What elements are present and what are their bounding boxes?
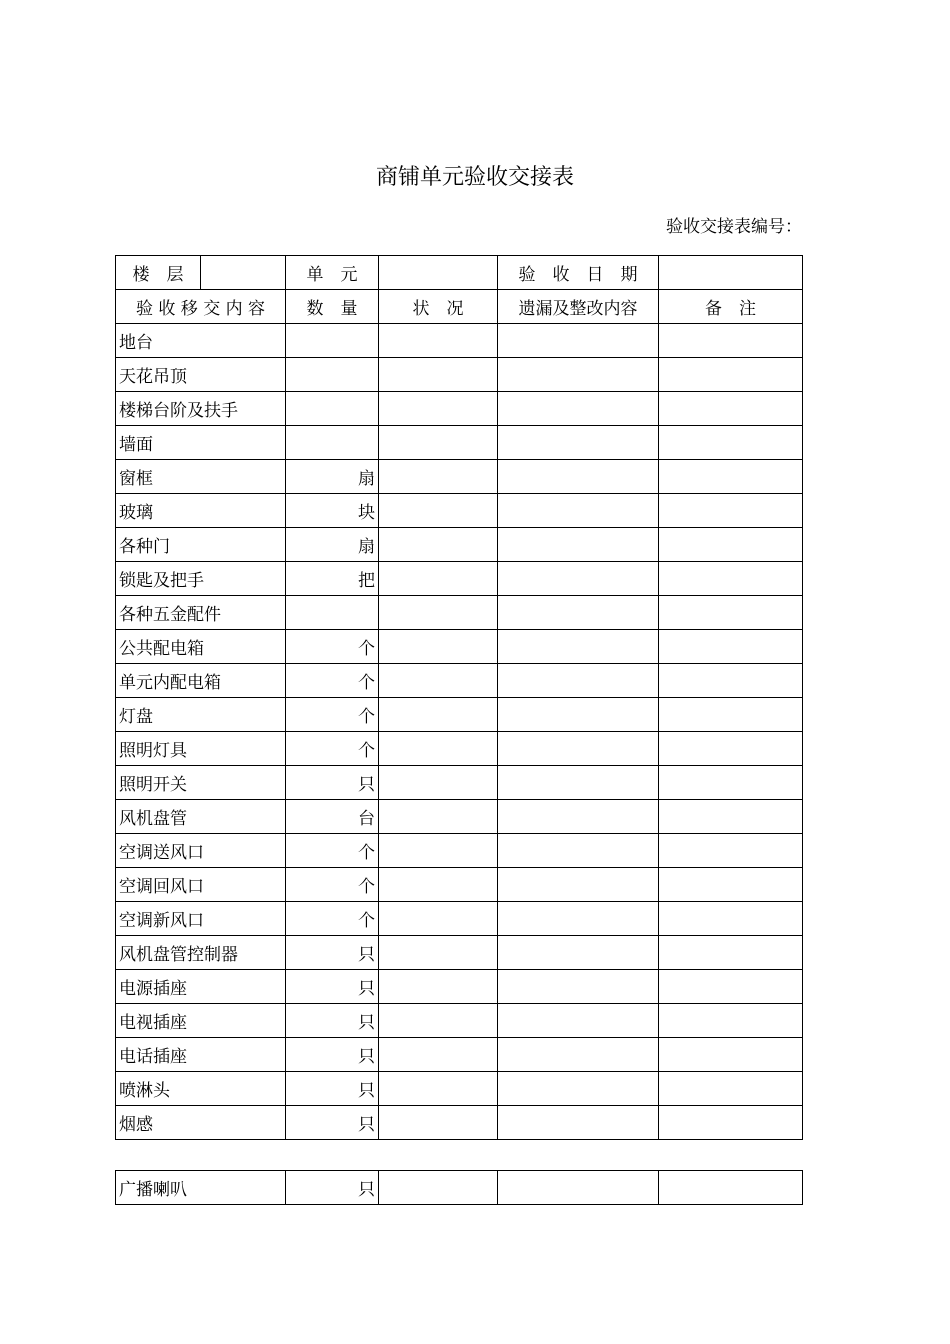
table-row	[116, 834, 803, 868]
item-cell: 烟感	[116, 1106, 286, 1140]
note-cell[interactable]	[659, 358, 803, 392]
quantity-cell[interactable]	[286, 324, 379, 358]
quantity-cell[interactable]: 只	[286, 1106, 379, 1140]
note-cell[interactable]	[659, 460, 803, 494]
table-row	[116, 528, 803, 562]
table-row	[116, 902, 803, 936]
status-cell[interactable]	[379, 800, 498, 834]
item-cell: 楼梯台阶及扶手	[116, 392, 286, 426]
status-cell[interactable]	[379, 1072, 498, 1106]
note-cell[interactable]	[659, 1038, 803, 1072]
remarks-content-cell[interactable]	[498, 664, 659, 698]
quantity-cell[interactable]: 个	[286, 834, 379, 868]
remarks-content-cell[interactable]	[498, 562, 659, 596]
status-cell[interactable]	[379, 392, 498, 426]
item-cell: 电视插座	[116, 1004, 286, 1038]
remarks-content-cell[interactable]	[498, 902, 659, 936]
table-row	[116, 868, 803, 902]
status-cell[interactable]	[379, 766, 498, 800]
status-cell[interactable]	[379, 834, 498, 868]
item-cell: 玻璃	[116, 494, 286, 528]
quantity-cell[interactable]: 只	[286, 1072, 379, 1106]
status-cell[interactable]	[379, 868, 498, 902]
remarks-content-cell[interactable]	[498, 732, 659, 766]
status-cell[interactable]	[379, 1038, 498, 1072]
note-cell[interactable]	[659, 868, 803, 902]
note-cell[interactable]	[659, 596, 803, 630]
header-row-2	[116, 290, 803, 324]
item-cell: 天花吊顶	[116, 358, 286, 392]
remarks-content-cell[interactable]	[498, 528, 659, 562]
table-row	[116, 1106, 803, 1140]
quantity-cell[interactable]: 把	[286, 562, 379, 596]
remarks-content-cell[interactable]	[498, 834, 659, 868]
status-cell[interactable]	[379, 902, 498, 936]
remarks-content-cell[interactable]	[498, 358, 659, 392]
quantity-cell[interactable]	[286, 426, 379, 460]
quantity-cell[interactable]: 个	[286, 868, 379, 902]
status-cell[interactable]	[379, 596, 498, 630]
note-cell[interactable]	[659, 528, 803, 562]
item-cell: 地台	[116, 324, 286, 358]
item-cell: 照明开关	[116, 766, 286, 800]
status-cell[interactable]	[379, 1171, 498, 1205]
table-row	[116, 664, 803, 698]
remarks-content-cell[interactable]	[498, 1171, 659, 1205]
table-row	[116, 630, 803, 664]
unit-value-cell[interactable]	[379, 256, 498, 290]
form-number-label: 验收交接表编号：	[666, 217, 802, 237]
item-cell: 各种门	[116, 528, 286, 562]
note-cell[interactable]	[659, 1106, 803, 1140]
acceptance-table	[115, 255, 803, 1140]
floor-label: 楼 层	[116, 256, 201, 289]
item-cell: 风机盘管控制器	[116, 936, 286, 970]
status-cell[interactable]	[379, 970, 498, 1004]
status-cell[interactable]	[379, 936, 498, 970]
status-cell[interactable]	[379, 562, 498, 596]
item-cell: 锁匙及把手	[116, 562, 286, 596]
item-cell: 单元内配电箱	[116, 664, 286, 698]
item-cell: 电源插座	[116, 970, 286, 1004]
item-cell: 各种五金配件	[116, 596, 286, 630]
extra-table	[115, 1170, 803, 1205]
quantity-cell[interactable]: 个	[286, 732, 379, 766]
table-row	[116, 1038, 803, 1072]
remarks-content-cell[interactable]	[498, 494, 659, 528]
quantity-cell[interactable]: 台	[286, 800, 379, 834]
unit-label: 单 元	[286, 256, 379, 290]
note-cell[interactable]	[659, 970, 803, 1004]
remarks-content-cell[interactable]	[498, 460, 659, 494]
quantity-cell[interactable]	[286, 358, 379, 392]
status-cell[interactable]	[379, 698, 498, 732]
note-cell[interactable]	[659, 1072, 803, 1106]
remarks-content-cell[interactable]	[498, 630, 659, 664]
note-cell[interactable]	[659, 426, 803, 460]
status-cell[interactable]	[379, 324, 498, 358]
page-title: 商铺单元验收交接表	[375, 165, 574, 190]
note-cell[interactable]	[659, 698, 803, 732]
remarks-content-cell[interactable]	[498, 766, 659, 800]
acceptance-date-value-cell[interactable]	[659, 256, 803, 290]
note-cell[interactable]	[659, 834, 803, 868]
quantity-cell[interactable]: 个	[286, 698, 379, 732]
note-header: 备 注	[659, 290, 803, 324]
table-row	[116, 1072, 803, 1106]
quantity-cell[interactable]: 只	[286, 1004, 379, 1038]
status-cell[interactable]	[379, 1004, 498, 1038]
table-row	[116, 698, 803, 732]
item-cell: 广播喇叭	[116, 1171, 286, 1205]
remarks-content-cell[interactable]	[498, 868, 659, 902]
remarks-content-cell[interactable]	[498, 1004, 659, 1038]
note-cell[interactable]	[659, 630, 803, 664]
item-cell: 电话插座	[116, 1038, 286, 1072]
content-header: 验 收 移 交 内 容	[116, 290, 286, 324]
remarks-content-cell[interactable]	[498, 970, 659, 1004]
item-cell: 灯盘	[116, 698, 286, 732]
remarks-content-cell[interactable]	[498, 1106, 659, 1140]
table-row	[116, 358, 803, 392]
quantity-cell[interactable]: 只	[286, 970, 379, 1004]
status-cell[interactable]	[379, 630, 498, 664]
remarks-content-cell[interactable]	[498, 324, 659, 358]
note-cell[interactable]	[659, 562, 803, 596]
note-cell[interactable]	[659, 800, 803, 834]
table-row	[116, 970, 803, 1004]
item-cell: 风机盘管	[116, 800, 286, 834]
remarks-content-cell[interactable]	[498, 698, 659, 732]
status-header: 状 况	[379, 290, 498, 324]
note-cell[interactable]	[659, 1171, 803, 1205]
quantity-cell[interactable]: 个	[286, 630, 379, 664]
remarks-content-cell[interactable]	[498, 936, 659, 970]
note-cell[interactable]	[659, 766, 803, 800]
table-row	[116, 800, 803, 834]
table-row	[116, 1171, 803, 1205]
remarks-content-cell[interactable]	[498, 1038, 659, 1072]
floor-value-cell[interactable]	[201, 256, 285, 289]
header-row-1	[116, 256, 803, 290]
quantity-cell[interactable]: 个	[286, 664, 379, 698]
quantity-cell[interactable]: 扇	[286, 528, 379, 562]
status-cell[interactable]	[379, 494, 498, 528]
item-cell: 空调新风口	[116, 902, 286, 936]
quantity-cell[interactable]: 只	[286, 766, 379, 800]
status-cell[interactable]	[379, 358, 498, 392]
note-cell[interactable]	[659, 902, 803, 936]
table-row	[116, 324, 803, 358]
note-cell[interactable]	[659, 664, 803, 698]
quantity-cell[interactable]: 块	[286, 494, 379, 528]
table-row	[116, 562, 803, 596]
status-cell[interactable]	[379, 732, 498, 766]
quantity-cell[interactable]	[286, 392, 379, 426]
item-cell: 窗框	[116, 460, 286, 494]
status-cell[interactable]	[379, 1106, 498, 1140]
status-cell[interactable]	[379, 460, 498, 494]
table-row	[116, 1004, 803, 1038]
quantity-cell[interactable]: 个	[286, 902, 379, 936]
table-row	[116, 936, 803, 970]
table-row	[116, 392, 803, 426]
remarks-content-cell[interactable]	[498, 1072, 659, 1106]
item-cell: 墙面	[116, 426, 286, 460]
status-cell[interactable]	[379, 664, 498, 698]
note-cell[interactable]	[659, 392, 803, 426]
table-row	[116, 766, 803, 800]
quantity-cell[interactable]: 扇	[286, 460, 379, 494]
status-cell[interactable]	[379, 426, 498, 460]
table-row	[116, 460, 803, 494]
quantity-cell[interactable]: 只	[286, 1038, 379, 1072]
remarks-content-cell[interactable]	[498, 800, 659, 834]
note-cell[interactable]	[659, 732, 803, 766]
quantity-cell[interactable]: 只	[286, 936, 379, 970]
remarks-content-cell[interactable]	[498, 596, 659, 630]
note-cell[interactable]	[659, 936, 803, 970]
item-cell: 喷淋头	[116, 1072, 286, 1106]
quantity-cell[interactable]: 只	[286, 1171, 379, 1205]
table-row	[116, 494, 803, 528]
item-cell: 照明灯具	[116, 732, 286, 766]
acceptance-date-label: 验 收 日 期	[498, 256, 659, 290]
status-cell[interactable]	[379, 528, 498, 562]
table-row	[116, 596, 803, 630]
remarks-content-header: 遗漏及整改内容	[498, 290, 659, 324]
quantity-header: 数 量	[286, 290, 379, 324]
item-cell: 公共配电箱	[116, 630, 286, 664]
note-cell[interactable]	[659, 324, 803, 358]
item-cell: 空调回风口	[116, 868, 286, 902]
item-cell: 空调送风口	[116, 834, 286, 868]
table-row	[116, 426, 803, 460]
remarks-content-cell[interactable]	[498, 392, 659, 426]
remarks-content-cell[interactable]	[498, 426, 659, 460]
quantity-cell[interactable]	[286, 596, 379, 630]
table-row	[116, 732, 803, 766]
note-cell[interactable]	[659, 1004, 803, 1038]
note-cell[interactable]	[659, 494, 803, 528]
